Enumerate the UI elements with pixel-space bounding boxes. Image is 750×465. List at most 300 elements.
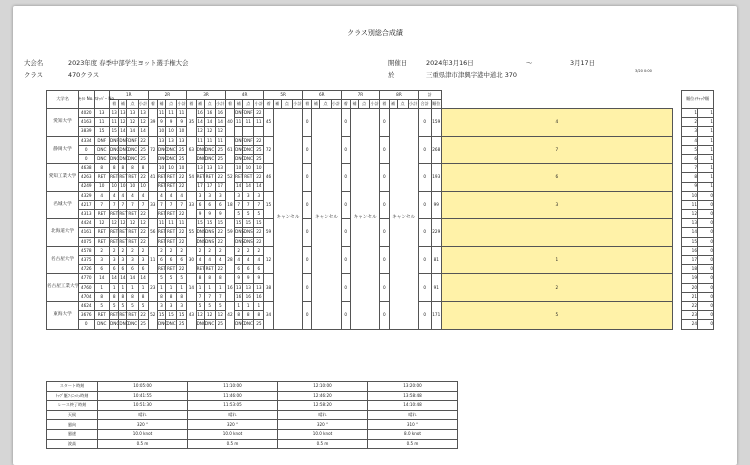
race-cell: 4 bbox=[254, 256, 264, 265]
race1-cell: 4 bbox=[138, 191, 148, 200]
race-cell: 6 bbox=[235, 265, 243, 274]
entry-cell: 3 bbox=[94, 256, 110, 265]
race-subtotal: 0 bbox=[341, 246, 350, 274]
race-subtotal: 28 bbox=[225, 246, 234, 274]
race-cell: 6 bbox=[215, 200, 225, 209]
race-subtotal: 0 bbox=[302, 246, 311, 274]
race1-cell: 8 bbox=[119, 292, 127, 301]
race-cell: 25 bbox=[254, 154, 264, 163]
header-sub: 点 bbox=[204, 100, 215, 109]
race-cell: 22 bbox=[177, 210, 187, 219]
meet-label: 大会名 bbox=[24, 59, 44, 67]
race-cell: 25 bbox=[177, 154, 187, 163]
header-sub: 着 bbox=[225, 100, 234, 109]
race-cell: 16 bbox=[204, 109, 215, 118]
race-subtotal: 0 bbox=[341, 109, 350, 137]
condition-value: 310 ° bbox=[368, 420, 458, 430]
race1-cell: RET bbox=[119, 237, 127, 246]
race-cell: 16 bbox=[254, 292, 264, 301]
race-cell: 22 bbox=[254, 109, 264, 118]
race1-cell: 8 bbox=[138, 164, 148, 173]
race1-cell: 14 bbox=[119, 274, 127, 283]
condition-value: 晴れ bbox=[188, 410, 278, 420]
race-cell: DNC bbox=[165, 320, 176, 329]
race-cell: 7 bbox=[235, 200, 243, 209]
race1-cell: 3 bbox=[138, 256, 148, 265]
condition-value: 11:53:05 bbox=[188, 401, 278, 411]
race-cell: 5 bbox=[215, 301, 225, 310]
header-sub: 補 bbox=[350, 100, 358, 109]
total-points: 159 bbox=[431, 109, 441, 137]
race-subtotal: 34 bbox=[264, 301, 273, 329]
race1-cell: 13 bbox=[119, 109, 127, 118]
tiebreak-value: 1 bbox=[698, 136, 714, 145]
race-cell: 11 bbox=[196, 136, 204, 145]
entry-cell: 4770 bbox=[79, 274, 95, 283]
entry-cell: 12 bbox=[94, 219, 110, 228]
race-cell: 8 bbox=[177, 292, 187, 301]
tiebreak-row bbox=[682, 228, 714, 237]
race-subtotal: 0 bbox=[302, 191, 311, 219]
race-conditions-table bbox=[46, 381, 458, 449]
condition-label: スタート時刻 bbox=[47, 382, 98, 392]
entry-cell: DNC bbox=[94, 154, 110, 163]
race-subtotal: 33 bbox=[148, 191, 157, 219]
race-cell: 1 bbox=[235, 301, 243, 310]
race-cell: DNS bbox=[204, 228, 215, 237]
race1-cell: 14 bbox=[127, 127, 138, 136]
class-name: 470クラス bbox=[68, 71, 100, 79]
race-cell: 25 bbox=[177, 145, 187, 154]
race-cell: 11 bbox=[204, 136, 215, 145]
race-cell: 8 bbox=[204, 274, 215, 283]
condition-value: 0.5 m bbox=[98, 439, 188, 449]
condition-value: 0.5 m bbox=[188, 439, 278, 449]
condition-value: 晴れ bbox=[368, 410, 458, 420]
race1-cell: 4 bbox=[119, 191, 127, 200]
race1-cell: 7 bbox=[127, 200, 138, 209]
race-subtotal: 0 bbox=[380, 136, 389, 164]
race-subtotal: 45 bbox=[264, 109, 273, 137]
race-cell: 25 bbox=[215, 320, 225, 329]
race-cell: 4 bbox=[243, 256, 254, 265]
header-sub: 小計 bbox=[331, 100, 341, 109]
entry-cell: 4375 bbox=[79, 256, 95, 265]
race-subtotal: 52 bbox=[148, 301, 157, 329]
race-cell: DNF bbox=[235, 136, 243, 145]
tiebreak-rank: 10 bbox=[682, 191, 698, 200]
race-cell: DNC bbox=[196, 154, 204, 163]
race-cell: 14 bbox=[243, 182, 254, 191]
race-cell: DNC bbox=[196, 320, 204, 329]
race1-cell: 14 bbox=[138, 274, 148, 283]
race-cell: 22 bbox=[215, 265, 225, 274]
race-cell: 7 bbox=[165, 200, 176, 209]
race-cell: 5 bbox=[157, 274, 165, 283]
header-race: 6R bbox=[302, 91, 341, 100]
tiebreak-value: 0 bbox=[698, 237, 714, 246]
tiebreak-rank: 8 bbox=[682, 173, 698, 182]
race1-cell: DNC bbox=[119, 145, 127, 154]
race-cell: DNC bbox=[243, 145, 254, 154]
race-cell: 15 bbox=[177, 311, 187, 320]
tiebreak-rank: 1 bbox=[682, 109, 698, 118]
race-cell: 10 bbox=[165, 127, 176, 136]
race-cell: 13 bbox=[157, 136, 165, 145]
header-sub: 小計 bbox=[215, 100, 225, 109]
race1-cell: 22 bbox=[138, 228, 148, 237]
entry-cell: 3 bbox=[110, 256, 119, 265]
tiebreak-row bbox=[682, 118, 714, 127]
race1-cell: 22 bbox=[138, 173, 148, 182]
condition-value: 320 ° bbox=[278, 420, 368, 430]
race-cell: 8 bbox=[157, 292, 165, 301]
race1-cell: 25 bbox=[138, 154, 148, 163]
entry-cell: 4075 bbox=[79, 237, 95, 246]
entry-cell: 14 bbox=[94, 274, 110, 283]
race-cell: RET bbox=[235, 173, 243, 182]
entry-cell: 2 bbox=[94, 246, 110, 255]
tiebreak-rank: 22 bbox=[682, 301, 698, 310]
race-cell: 9 bbox=[177, 118, 187, 127]
race-cell: 2 bbox=[165, 246, 176, 255]
race-cell: 10 bbox=[177, 127, 187, 136]
race-cell: 11 bbox=[177, 219, 187, 228]
race-cell: 3 bbox=[165, 301, 176, 310]
race-cell: 4 bbox=[235, 256, 243, 265]
race-cell: 9 bbox=[204, 210, 215, 219]
race-cell: DNC bbox=[157, 320, 165, 329]
condition-value: 0.5 m bbox=[368, 439, 458, 449]
condition-value: 晴れ bbox=[278, 410, 368, 420]
race-cell: 2 bbox=[235, 246, 243, 255]
header-sub: 点 bbox=[281, 100, 292, 109]
race-cell: RET bbox=[165, 237, 176, 246]
header-race: 2R bbox=[148, 91, 187, 100]
race-cell: DNC bbox=[157, 145, 165, 154]
race1-cell: 4 bbox=[127, 191, 138, 200]
entry-cell: 4329 bbox=[79, 191, 95, 200]
race-cell: RET bbox=[165, 173, 176, 182]
race-cell: 15 bbox=[254, 219, 264, 228]
race-cell: 25 bbox=[215, 154, 225, 163]
race1-cell: 5 bbox=[127, 301, 138, 310]
tiebreak-rank: 19 bbox=[682, 274, 698, 283]
race-cell: 11 bbox=[243, 118, 254, 127]
race1-cell: 2 bbox=[138, 246, 148, 255]
race-cell: 1 bbox=[165, 283, 176, 292]
race-cell: 6 bbox=[243, 265, 254, 274]
race-cell: 3 bbox=[235, 191, 243, 200]
tiebreak-row bbox=[682, 191, 714, 200]
race-subtotal: 35 bbox=[187, 109, 196, 137]
race1-cell: 2 bbox=[119, 246, 127, 255]
race-subtotal: 54 bbox=[187, 164, 196, 192]
race-cell: 17 bbox=[196, 182, 204, 191]
entry-cell: 3839 bbox=[79, 127, 95, 136]
date-separator: ～ bbox=[526, 59, 533, 67]
race-subtotal: 41 bbox=[148, 164, 157, 192]
race-subtotal: 0 bbox=[341, 274, 350, 302]
race-cell: 2 bbox=[196, 246, 204, 255]
header-sub: 補 bbox=[157, 100, 165, 109]
race-subtotal: 46 bbox=[264, 164, 273, 192]
class-label: クラス bbox=[24, 71, 43, 79]
tiebreak-value: 0 bbox=[698, 301, 714, 310]
tiebreak-row bbox=[682, 301, 714, 310]
rank-cell: 5 bbox=[441, 301, 672, 329]
entry-cell: 1 bbox=[110, 283, 119, 292]
race-cell: 2 bbox=[204, 246, 215, 255]
race1-cell: 13 bbox=[127, 109, 138, 118]
tiebreak-rank: 24 bbox=[682, 320, 698, 329]
race1-cell: 12 bbox=[138, 219, 148, 228]
tiebreak-rank: 4 bbox=[682, 136, 698, 145]
race1-cell: 6 bbox=[138, 265, 148, 274]
cancelled-race: キャンセル bbox=[312, 109, 341, 330]
entry-cell: 0 bbox=[79, 320, 95, 329]
tiebreak-rank: 18 bbox=[682, 265, 698, 274]
race1-cell: 10 bbox=[138, 182, 148, 191]
race-cell: 16 bbox=[235, 292, 243, 301]
entry-cell: RET bbox=[110, 228, 119, 237]
tiebreak-rank: 17 bbox=[682, 256, 698, 265]
entry-cell: 4578 bbox=[79, 246, 95, 255]
header-row-1 bbox=[47, 91, 673, 100]
rank-cell: 2 bbox=[441, 274, 672, 302]
rank-cell bbox=[441, 219, 672, 247]
rank-cell: 7 bbox=[441, 136, 672, 164]
race-cell: DNC bbox=[165, 154, 176, 163]
entry-cell: 0 bbox=[79, 154, 95, 163]
header-sub: 小計 bbox=[138, 100, 148, 109]
tiebreak-rank: 23 bbox=[682, 311, 698, 320]
entry-cell: DNC bbox=[110, 145, 119, 154]
rank-cell: 1 bbox=[441, 246, 672, 274]
race-cell: 6 bbox=[157, 256, 165, 265]
race1-cell: 7 bbox=[138, 200, 148, 209]
race-cell: 10 bbox=[157, 127, 165, 136]
tiebreak-value: 1 bbox=[698, 118, 714, 127]
tiebreak-header bbox=[682, 91, 714, 100]
header-sub: 着 bbox=[110, 100, 119, 109]
race-cell: 2 bbox=[177, 246, 187, 255]
condition-value: 13:58:48 bbox=[368, 391, 458, 401]
race-cell: 3 bbox=[243, 191, 254, 200]
entry-cell: 7 bbox=[110, 200, 119, 209]
team-name: 名城大学 bbox=[47, 191, 79, 219]
race-cell: 15 bbox=[215, 219, 225, 228]
race1-cell: DNC bbox=[127, 145, 138, 154]
entry-cell: 14 bbox=[110, 274, 119, 283]
race1-cell: 1 bbox=[119, 283, 127, 292]
race1-cell: 8 bbox=[127, 292, 138, 301]
race-cell: 3 bbox=[215, 191, 225, 200]
entry-cell: DNF bbox=[94, 136, 110, 145]
entry-cell: 4163 bbox=[79, 118, 95, 127]
race1-cell: DNF bbox=[127, 136, 138, 145]
condition-label: 天候 bbox=[47, 410, 98, 420]
race-cell: RET bbox=[157, 237, 165, 246]
race1-cell: 2 bbox=[127, 246, 138, 255]
race-cell: RET bbox=[165, 182, 176, 191]
race-cell: 6 bbox=[254, 265, 264, 274]
race-cell: 22 bbox=[177, 182, 187, 191]
race-cell: 11 bbox=[254, 118, 264, 127]
tiebreak-rank: 13 bbox=[682, 219, 698, 228]
race-subtotal: 15 bbox=[264, 191, 273, 219]
race-subtotal: 0 bbox=[418, 274, 431, 302]
race-subtotal: 0 bbox=[380, 274, 389, 302]
condition-value: 12:10:00 bbox=[278, 382, 368, 392]
race-cell: 10 bbox=[235, 164, 243, 173]
condition-label: 波高 bbox=[47, 439, 98, 449]
race-cell: 3 bbox=[196, 191, 204, 200]
race-cell: 13 bbox=[165, 136, 176, 145]
race-subtotal: 0 bbox=[302, 274, 311, 302]
race-cell: 13 bbox=[196, 164, 204, 173]
race-subtotal: 59 bbox=[264, 219, 273, 247]
condition-value: 14:10:48 bbox=[368, 401, 458, 411]
race-cell: 8 bbox=[235, 311, 243, 320]
tiebreak-value: 0 bbox=[698, 292, 714, 301]
tiebreak-rank: 5 bbox=[682, 145, 698, 154]
total-points: 171 bbox=[431, 301, 441, 329]
condition-label: 風速 bbox=[47, 429, 98, 439]
race-cell: DNC bbox=[157, 154, 165, 163]
team-name: 静岡大学 bbox=[47, 136, 79, 164]
race-cell: 11 bbox=[157, 109, 165, 118]
race-cell: 11 bbox=[177, 109, 187, 118]
condition-value: 12:46:20 bbox=[278, 391, 368, 401]
race1-cell: DNC bbox=[127, 154, 138, 163]
race1-cell: DNF bbox=[119, 136, 127, 145]
header-sub: 点 bbox=[320, 100, 331, 109]
race-cell: DNF bbox=[235, 109, 243, 118]
race-cell: 11 bbox=[157, 219, 165, 228]
tiebreak-table bbox=[681, 90, 714, 330]
race-cell: 3 bbox=[157, 301, 165, 310]
page-title: クラス別総合成績 bbox=[347, 29, 403, 37]
race1-cell: DNC bbox=[127, 320, 138, 329]
race-cell: 4 bbox=[157, 191, 165, 200]
race-cell: 16 bbox=[243, 292, 254, 301]
race-cell: RET bbox=[157, 265, 165, 274]
race1-cell: 14 bbox=[119, 127, 127, 136]
race1-cell: RET bbox=[119, 173, 127, 182]
race-cell: RET bbox=[157, 173, 165, 182]
race-cell: 13 bbox=[243, 283, 254, 292]
venue-label: 於 bbox=[388, 71, 395, 79]
race-cell: DNF bbox=[243, 109, 254, 118]
header-sub: 点 bbox=[243, 100, 254, 109]
header-rank: 順位 bbox=[431, 100, 441, 109]
race1-cell: 1 bbox=[127, 283, 138, 292]
condition-row bbox=[47, 391, 458, 401]
race-subtotal: 0 bbox=[380, 191, 389, 219]
entry-cell: 0 bbox=[79, 145, 95, 154]
race-subtotal: 59 bbox=[225, 219, 234, 247]
race1-cell: RET bbox=[119, 228, 127, 237]
tiebreak-value: 1 bbox=[698, 182, 714, 191]
race-cell: 22 bbox=[215, 237, 225, 246]
tiebreak-row bbox=[682, 246, 714, 255]
tiebreak-value: 0 bbox=[698, 228, 714, 237]
race-cell: DNC bbox=[235, 154, 243, 163]
condition-label: 風向 bbox=[47, 420, 98, 430]
condition-value: 10:41:55 bbox=[98, 391, 188, 401]
entry-cell: 3676 bbox=[79, 311, 95, 320]
race-subtotal: 14 bbox=[187, 274, 196, 302]
tiebreak-rank: 2 bbox=[682, 118, 698, 127]
race-cell: 8 bbox=[196, 274, 204, 283]
tiebreak-row bbox=[682, 182, 714, 191]
entry-cell: 4263 bbox=[79, 173, 95, 182]
race-subtotal: 0 bbox=[341, 301, 350, 329]
race-cell: DNC bbox=[243, 154, 254, 163]
race-cell: 5 bbox=[254, 210, 264, 219]
tiebreak-value: 0 bbox=[698, 200, 714, 209]
entry-cell: 10 bbox=[110, 182, 119, 191]
race-cell: 2 bbox=[215, 246, 225, 255]
condition-row bbox=[47, 401, 458, 411]
race-cell: 6 bbox=[177, 256, 187, 265]
entry-cell: 4 bbox=[94, 191, 110, 200]
team-name: 愛知工業大学 bbox=[47, 164, 79, 192]
tiebreak-rank: 6 bbox=[682, 154, 698, 163]
race-cell: 14 bbox=[254, 182, 264, 191]
race-cell: 4 bbox=[215, 256, 225, 265]
entry-cell: RET bbox=[94, 237, 110, 246]
race-cell: 9 bbox=[165, 118, 176, 127]
entry-cell: 6 bbox=[110, 265, 119, 274]
tiebreak-row bbox=[682, 173, 714, 182]
race-cell: DNC bbox=[204, 154, 215, 163]
race1-cell: 12 bbox=[127, 118, 138, 127]
entry-cell: 8 bbox=[94, 292, 110, 301]
race-cell: 11 bbox=[165, 219, 176, 228]
header-sub: 点 bbox=[397, 100, 408, 109]
race-cell: 3 bbox=[204, 191, 215, 200]
race-cell: DNS bbox=[204, 237, 215, 246]
race-cell: RET bbox=[196, 265, 204, 274]
race-subtotal: 0 bbox=[341, 191, 350, 219]
race-cell: 22 bbox=[215, 173, 225, 182]
entry-cell: RET bbox=[94, 173, 110, 182]
race-cell: RET bbox=[157, 182, 165, 191]
entry-cell: 8 bbox=[94, 164, 110, 173]
results-table bbox=[46, 90, 673, 330]
condition-value: 11:46:00 bbox=[188, 391, 278, 401]
race1-cell: 6 bbox=[127, 265, 138, 274]
results-sheet bbox=[13, 6, 737, 465]
entry-cell: 4161 bbox=[79, 228, 95, 237]
tiebreak-row bbox=[682, 109, 714, 118]
tiebreak-value: 0 bbox=[698, 283, 714, 292]
race-cell: 22 bbox=[215, 228, 225, 237]
tiebreak-row bbox=[682, 154, 714, 163]
race1-cell: DNC bbox=[119, 154, 127, 163]
condition-label: レース終了時刻 bbox=[47, 401, 98, 411]
header-sub: 着 bbox=[264, 100, 273, 109]
race-cell: DNC bbox=[243, 320, 254, 329]
race1-cell: 12 bbox=[138, 118, 148, 127]
race-cell: 7 bbox=[204, 292, 215, 301]
header-total-sum: 合計 bbox=[418, 100, 431, 109]
race-cell: 12 bbox=[196, 311, 204, 320]
entry-cell: DNC bbox=[110, 154, 119, 163]
condition-value: 13:20:00 bbox=[368, 382, 458, 392]
